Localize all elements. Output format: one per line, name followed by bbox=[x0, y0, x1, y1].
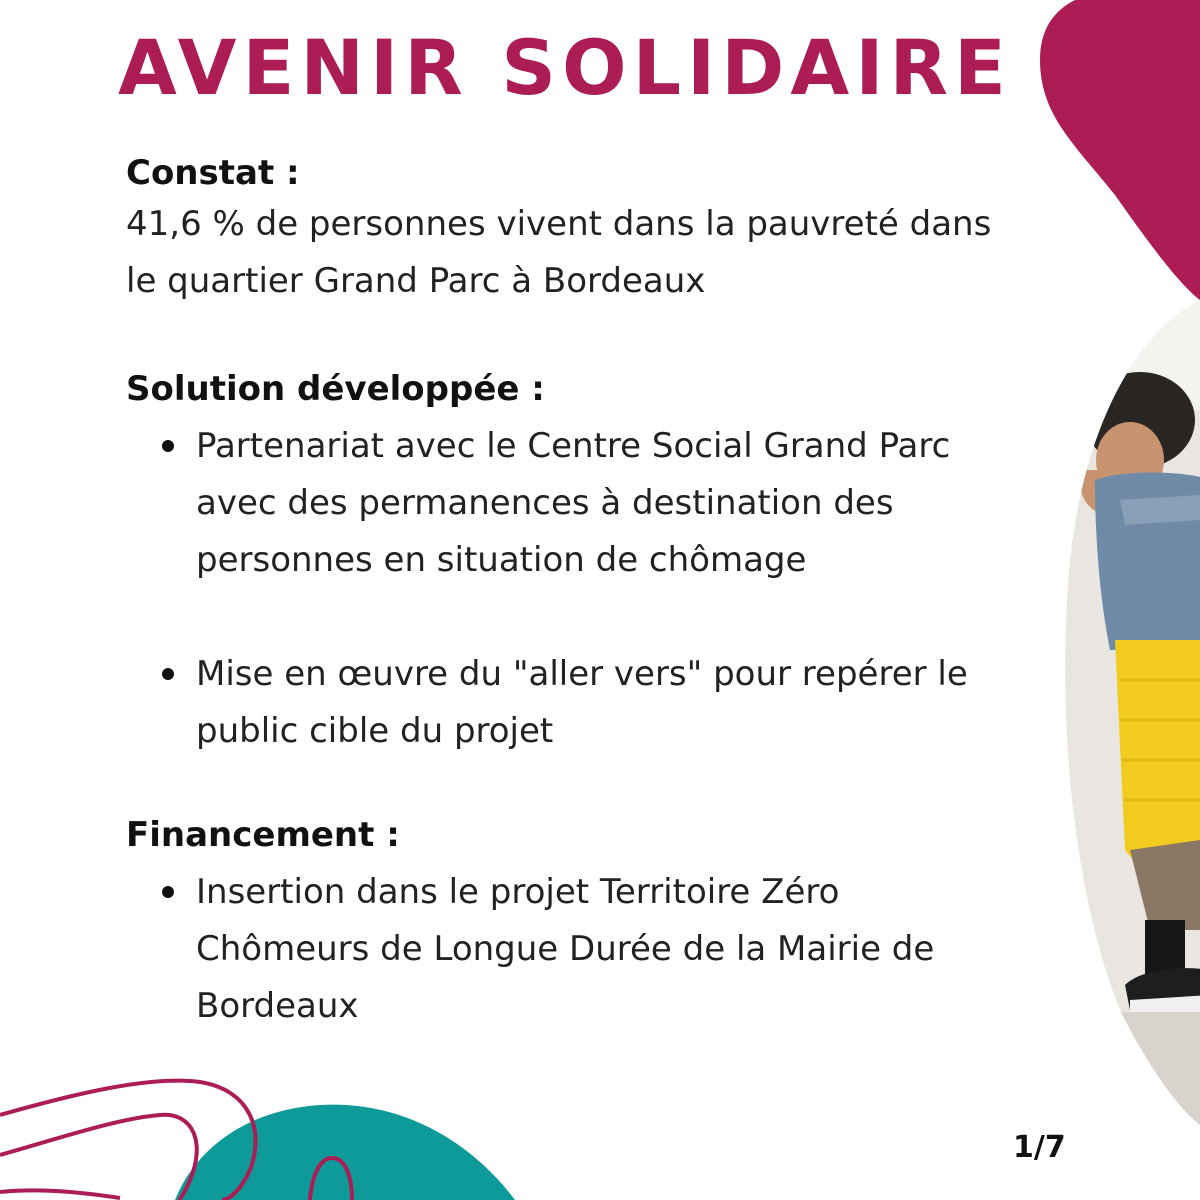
list-item bbox=[126, 418, 1086, 589]
constat-line: le quartier Grand Parc à Bordeaux bbox=[126, 261, 706, 301]
list-item-line: public cible du projet bbox=[196, 711, 554, 751]
list-item-line: Partenariat avec le Centre Social Grand Parc bbox=[196, 426, 951, 466]
solution-list bbox=[126, 418, 1086, 760]
list-item-line: Chômeurs de Longue Durée de la Mairie de bbox=[196, 929, 935, 969]
content-body bbox=[126, 150, 1086, 1035]
bullet-dot-icon bbox=[162, 886, 174, 898]
constat-text bbox=[126, 196, 1086, 310]
constat-heading: Constat : bbox=[126, 153, 300, 193]
list-item bbox=[126, 646, 1086, 760]
list-item-line: Bordeaux bbox=[196, 986, 359, 1026]
constat-line: 41,6 % de personnes vivent dans la pauvreté dans bbox=[126, 204, 992, 244]
financement-list bbox=[126, 864, 1086, 1035]
list-item-line: personnes en situation de chômage bbox=[196, 540, 807, 580]
page-title: AVENIR SOLIDAIRE bbox=[118, 23, 1012, 112]
bullet-dot-icon bbox=[162, 440, 174, 452]
list-spacer bbox=[126, 589, 1086, 646]
solution-heading: Solution développée : bbox=[126, 369, 545, 409]
financement-heading: Financement : bbox=[126, 815, 400, 855]
list-item-line: avec des permanences à destination des bbox=[196, 483, 894, 523]
section-spacer bbox=[126, 760, 1086, 812]
section-constat bbox=[126, 150, 1086, 310]
list-item-line: Mise en œuvre du "aller vers" pour repérer le bbox=[196, 654, 968, 694]
list-item-line: Insertion dans le projet Territoire Zéro bbox=[196, 872, 840, 912]
section-solution bbox=[126, 366, 1086, 760]
list-item bbox=[126, 864, 1086, 1035]
section-financement bbox=[126, 812, 1086, 1035]
bullet-dot-icon bbox=[162, 668, 174, 680]
page-indicator: 1/7 bbox=[1013, 1130, 1066, 1165]
